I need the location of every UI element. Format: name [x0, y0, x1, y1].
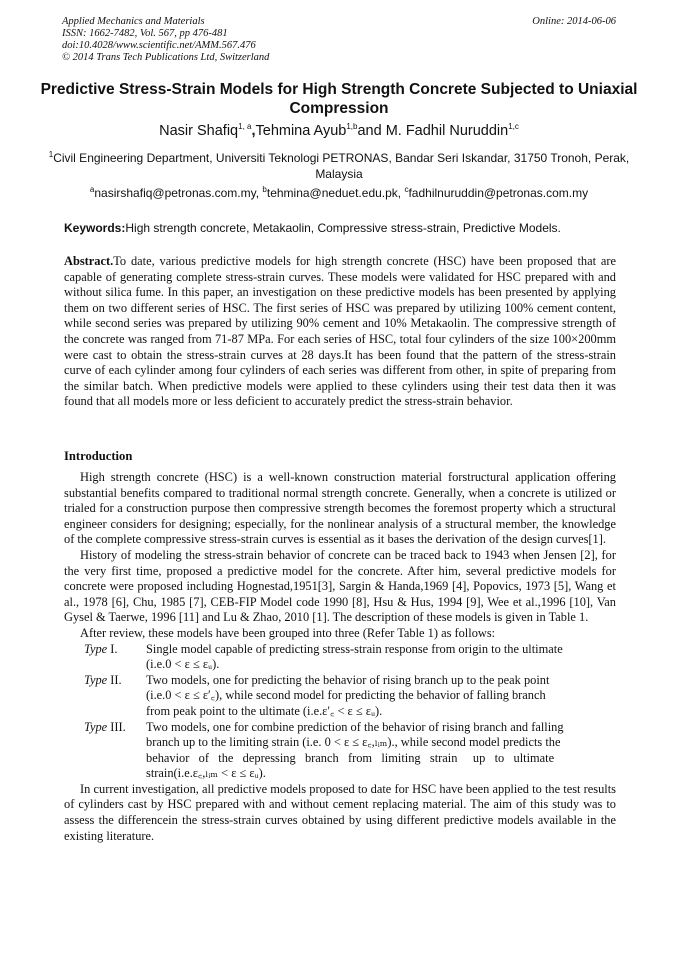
copyright-line: © 2014 Trans Tech Publications Ltd, Switzerland — [62, 52, 270, 63]
author-separator: , — [251, 123, 256, 139]
type-item — [64, 642, 616, 673]
author-name: Tehmina Ayub — [255, 123, 347, 139]
email-sup: c — [404, 185, 409, 194]
abstract-text: To date, various predictive models for high strength concrete (HSC) have been proposed that are capable of generating complete stress-strain curves. These models were validated for HSC prepared with and without silica fume. In this paper, an investigation on these predictive models has been presented by applying them on two different series of HSC. The first series of HSC was prepared by utilizing 100% cement content, while second series was prepared by utilizing 90% cement and 10% Metakaolin. The compressive strength of the concrete was ranged from 71-87 MPa. For each series of HSC, total four cylinders of the size 100×200mm were cast to obtain the stress-strain curves at 28 days.It has been found that the pattern of the stress-strain curve of each cylinder among four cylinders of each series was different from other, in spite of preparing from the similar batch. When predictive models were applied to these cylinders using their test data then it was found that all models more or less deficient to accurately predict the stress-strain behavior. — [64, 254, 616, 409]
type-description: Two models, one for predicting the behavior of rising branch up to the peak point (i.e.0 < ε ≤ ε′꜀), while second model for predicting the behavior of falling branch from peak point to the ultimate (i.e.ε′꜀ < ε ≤ εᵤ). — [146, 672, 550, 718]
paragraph: High strength concrete (HSC) is a well-known construction material forstructural application offering substantial benefits compared to traditional normal strength concrete. Generally, when a concrete is utilized or trialed for a construction purpose then compressive strength becomes the foremost property which a structural engineer considers for designing; especially, for the nonlinear analysis of a structural member, the knowledge of the complete compressive stress-strain curves is essential as it bases the derivation of the design curves[1]. — [64, 470, 616, 547]
abstract — [64, 254, 616, 410]
paragraph: After review, these models have been grouped into three (Refer Table 1) as follows: — [80, 625, 496, 640]
author-sup: 1,c — [508, 122, 519, 132]
type-description: Single model capable of predicting stress-strain response from origin to the ultimate (i.e.0 < ε ≤ εᵤ). — [146, 641, 563, 672]
affiliation — [40, 150, 638, 182]
issn-line: ISSN: 1662-7482, Vol. 567, pp 476-481 — [62, 28, 228, 39]
author-separator: and — [357, 123, 386, 139]
author-name: M. Fadhil Nuruddin — [385, 123, 509, 139]
email-sup: a — [89, 185, 95, 194]
journal-name: Applied Mechanics and Materials — [62, 16, 205, 27]
type-label: Type II. — [84, 672, 122, 687]
paragraph: History of modeling the stress-strain behavior of concrete can be traced back to 1943 when Jensen [2], for the very first time, proposed a predictive model for the concrete. After him, several predictive models for concrete were proposed including Hognestad,1951[3], Sargin & Handa,1969 [4], Popovics, 1973 [5], Wang et al., 1978 [6], Chu, 1985 [7], CEB-FIP Model code 1990 [8], Hsu & Hus, 1994 [9], Wee et al.,1996 [10], Van Gysel & Taerwe, 1996 [11] and Lu & Zhao, 2010 [1]. The description of these models is given in Table 1. — [64, 547, 616, 625]
type-list — [64, 642, 616, 782]
keywords-label: Keywords: — [64, 221, 126, 235]
online-date: Online: 2014-06-06 — [532, 16, 616, 27]
email-sup: b — [262, 185, 267, 194]
affiliation-text: Civil Engineering Department, Universiti Teknologi PETRONAS, Bandar Seri Iskandar, 31750 Tronoh, Perak, Malaysia — [53, 151, 630, 181]
affiliation-sup: 1 — [48, 150, 54, 159]
email-address: nasirshafiq@petronas.com.my, — [94, 186, 263, 200]
paragraph: In current investigation, all predictive models proposed to date for HSC have been applied to the test results of cylinders cast by HSC prepared with and without cement replacing material. The aim of this study was to assess the differencein the stress-strain curves obtained by using different predictive models available in the existing literature. — [64, 781, 616, 843]
type-description: Two models, one for combine prediction of the behavior of rising branch and falling branch up to the limiting strain (i.e. 0 < ε ≤ ε꜀,ₗᵢₘ)., while second model predicts the behavior of the depressing branch from limiting strain up to ultimate strain(i.e.ε꜀,ₗᵢₘ < ε ≤ εᵤ). — [146, 719, 564, 781]
type-item — [64, 720, 616, 782]
type-label: Type III. — [84, 719, 126, 734]
keywords-text: High strength concrete, Metakaolin, Compressive stress-strain, Predictive Models. — [125, 221, 561, 235]
doi-line: doi:10.4028/www.scientific.net/AMM.567.476 — [62, 40, 256, 51]
author-list — [40, 122, 638, 140]
email-list — [40, 185, 638, 201]
abstract-label: Abstract. — [64, 254, 114, 268]
author-sup: 1, a — [238, 122, 252, 132]
author-sup: 1,b — [346, 122, 358, 132]
email-address: fadhilnuruddin@petronas.com.my — [408, 186, 589, 200]
author-name: Nasir Shafiq — [159, 123, 239, 139]
type-item — [64, 673, 616, 720]
introduction-body — [64, 470, 616, 844]
section-heading: Introduction — [64, 449, 133, 463]
email-address: tehmina@neduet.edu.pk, — [266, 186, 405, 200]
keywords — [64, 220, 616, 236]
journal-header — [62, 16, 269, 64]
paper-title: Predictive Stress-Strain Models for High Strength Concrete Subjected to Uniaxial Compression — [40, 81, 638, 117]
type-label: Type I. — [84, 641, 118, 656]
